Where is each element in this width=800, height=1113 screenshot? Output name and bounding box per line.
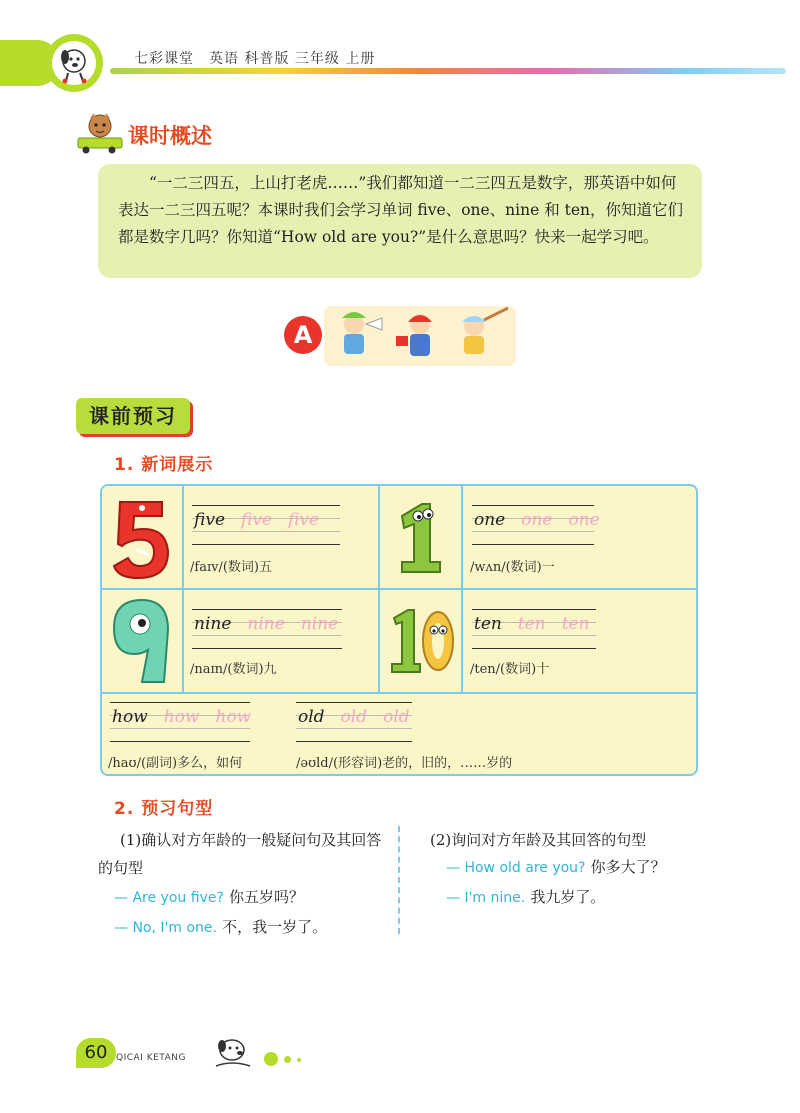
right-pattern-line-1: — How old are you? 你多大了？	[446, 858, 666, 876]
word-ten: ten ten ten	[474, 614, 590, 634]
overview-title: 课时概述	[128, 124, 212, 148]
word-nine: nine nine nine	[194, 614, 339, 634]
page-number: 60	[76, 1038, 116, 1068]
left-pattern-line-2: — No, I'm one. 不，我一岁了。	[114, 918, 328, 936]
numeral-1-icon	[392, 498, 446, 576]
phonetic-nine: /naɪn/(数词)九	[190, 662, 277, 677]
pattern-divider	[398, 826, 400, 934]
new-words-heading: 1. 新词展示	[114, 455, 214, 475]
phonetic-one: /wʌn/(数词)一	[470, 560, 555, 575]
preview-badge: 课前预习	[76, 398, 190, 434]
right-pattern-line-2: — I'm nine. 我九岁了。	[446, 888, 606, 906]
word-old: old old old	[298, 707, 410, 727]
kids-illustration	[324, 306, 516, 366]
phonetic-five: /faɪv/(数词)五	[190, 560, 272, 575]
patterns-heading: 2. 预习句型	[114, 799, 214, 819]
phonetic-old: /əʊld/(形容词)老的，旧的，……岁的	[296, 756, 513, 771]
left-pattern-title: (1)确认对方年龄的一般疑问句及其回答的句型	[98, 831, 382, 877]
overview-text: “一二三四五，上山打老虎……”我们都知道一二三四五是数字，那英语中如何表达一二三四五呢？本课时我们会学习单词 five、one、nine 和 ten，你知道它们都是数字几吗？你知道“How old are you?”是什么意思吗？快来一起学习吧。	[118, 174, 684, 246]
dog-mascot-icon	[210, 1034, 256, 1070]
train-mascot-icon	[76, 112, 126, 154]
footer-dot	[297, 1058, 301, 1062]
phonetic-how: /haʊ/(副词)多么，如何	[108, 756, 243, 771]
numeral-5-icon	[106, 494, 178, 582]
footer-dot	[264, 1052, 278, 1066]
left-pattern-line-1: — Are you five? 你五岁吗？	[114, 888, 304, 906]
word-five: five five five	[194, 510, 320, 530]
header-rainbow-bar	[110, 68, 786, 74]
table-divider	[102, 588, 696, 590]
footer-dot	[284, 1056, 291, 1063]
footer-brand: QICAI KETANG	[116, 1053, 186, 1063]
header-title: 七彩课堂 英语 科普版 三年级 上册	[134, 51, 376, 67]
word-one: one one one	[474, 510, 600, 530]
phonetic-ten: /ten/(数词)十	[470, 662, 550, 677]
table-divider	[102, 692, 696, 694]
word-how: how how how	[112, 707, 252, 727]
numeral-10-icon	[388, 604, 456, 676]
mascot-icon	[52, 41, 96, 85]
section-a-badge: A	[284, 316, 322, 354]
numeral-9-icon	[108, 596, 176, 688]
right-pattern-title: (2)询问对方年龄及其回答的句型	[430, 831, 647, 849]
